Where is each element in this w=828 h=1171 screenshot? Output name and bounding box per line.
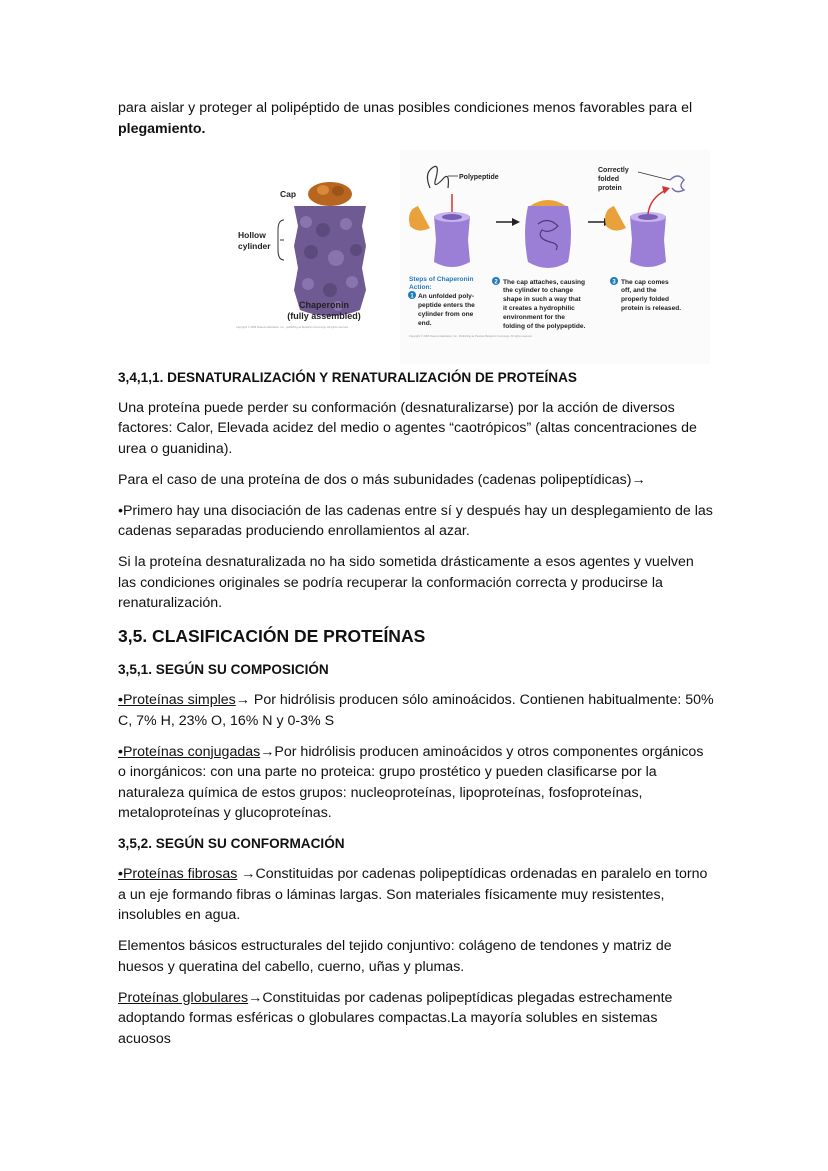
step2-line2: the cylinder to change [503, 286, 573, 294]
left-copyright: Copyright © 2006 Pearson Education, Inc., publishing as Benjamin Cummings. All rights reserved. [236, 325, 349, 329]
cap-label: Cap [280, 188, 297, 199]
hollow-label-1: Hollow [238, 229, 266, 240]
step1-line2: peptide enters the [418, 301, 475, 309]
chaperonin-diagram [118, 150, 714, 364]
chaperonin-figure [118, 150, 714, 364]
step2-line5: environment for the [503, 313, 565, 321]
step3-line2: off, and the [621, 286, 657, 294]
step1-line1: An unfolded poly- [418, 292, 475, 300]
step3-cylinder [630, 216, 666, 267]
polypeptide-label: Polypeptide [459, 173, 499, 181]
step1-line4: end. [418, 319, 432, 327]
intro-bold: plegamiento. [118, 120, 206, 137]
fibrosas-text: →Constituidas por cadenas polipeptídicas ordenadas en paralelo en torno a un eje formando fibras o láminas largas. Son materiales físicamente muy resistentes, insolubles en agua. [118, 866, 708, 923]
correct-label-2: folded [598, 175, 619, 183]
step1-number: 1 [410, 293, 414, 299]
document-page [118, 98, 714, 1060]
steps-title-1: Steps of Chaperonin [409, 275, 474, 283]
simples-label: •Proteínas simples [118, 692, 236, 708]
step2-line6: folding of the polypeptide. [503, 322, 586, 330]
paragraph-elementos: Elementos básicos estructurales del tejido conjuntivo: colágeno de tendones y matriz de huesos y queratina del cabello, cuerno, uñas y plumas. [118, 938, 672, 975]
step3-line1: The cap comes [621, 278, 669, 286]
heading-351: 3,5,1. SEGÚN SU COMPOSICIÓN [118, 662, 329, 677]
step1-line3: cylinder from one [418, 310, 474, 318]
step2-line4: it creates a hydrophilic [503, 304, 575, 312]
conjugadas-text: →Por hidrólisis producen aminoácidos y otros componentes orgánicos o inorgánicos: con una parte no proteica: grupo prostético y pueden clasificarse por la naturaleza química de estos grupos: nucleoproteínas, lipoproteínas, fosfoproteínas, metaloproteínas y glucoproteínas. [118, 743, 704, 821]
step2-line1: The cap attaches, causing [503, 278, 586, 286]
step1-cylinder [434, 216, 470, 267]
conjugadas-label: •Proteínas conjugadas [118, 743, 261, 760]
intro-paragraph [118, 98, 714, 139]
paragraph-fibrosas [118, 864, 714, 926]
globulares-label: Proteínas globulares [118, 989, 249, 1006]
chaperonin-assembled [236, 182, 366, 329]
paragraph-renaturalizacion: Si la proteína desnaturalizada no ha sido sometida drásticamente a esos agentes y vuelven las condiciones originales se podría recuperar la conformación correcta y producirse la renaturalización. [118, 554, 694, 611]
step2-cylinder [525, 206, 571, 268]
step3-line4: protein is released. [621, 304, 682, 312]
correct-label-1: Correctly [598, 166, 629, 174]
paragraph-simples [118, 690, 714, 731]
step3-line3: properly folded [621, 295, 669, 303]
heading-341: 3,4,1,1. DESNATURALIZACIÓN Y RENATURALIZACIÓN DE PROTEÍNAS [118, 369, 577, 385]
chaperonin-caption-1: Chaperonin [298, 299, 350, 310]
paragraph-disociacion: •Primero hay una disociación de las cadenas entre sí y después hay un desplegamiento de las cadenas separadas produciendo enrollamientos al azar. [118, 502, 713, 539]
intro-text: para aislar y proteger al polipéptido de unas posibles condiciones menos favorables para el [118, 100, 693, 116]
paragraph-desnaturalizacion: Una proteína puede perder su conformación (desnaturalizarse) por la acción de diversos factores: Calor, Elevada acidez del medio o agentes “caotrópicos” (altas concentraciones de urea o guanidina). [118, 399, 697, 457]
step2-line3: shape in such a way that [503, 295, 581, 303]
paragraph-globulares [118, 988, 714, 1050]
paragraph-conjugadas [118, 742, 714, 824]
step2-illustration [525, 200, 571, 268]
heading-35: 3,5. CLASIFICACIÓN DE PROTEÍNAS [118, 626, 426, 646]
steps-title-2: Action: [409, 283, 432, 291]
chaperonin-caption-2: (fully assembled) [287, 310, 361, 321]
simples-text: → Por hidrólisis producen sólo aminoácidos. Contienen habitualmente: 50% C, 7% H, 23% O, 16% N y 0-3% S [118, 692, 714, 729]
paragraph-subunidades: Para el caso de una proteína de dos o más subunidades (cadenas polipeptídicas)→ [118, 471, 646, 488]
step2-number: 2 [494, 279, 498, 285]
hollow-label-2: cylinder [238, 240, 271, 251]
right-copyright: Copyright © 2006 Pearson Education, Inc., Publishing as Pearson Benjamin Cummings. All rights reserved. [409, 334, 533, 338]
chaperonin-cap-shape [308, 182, 352, 206]
heading-352: 3,5,2. SEGÚN SU CONFORMACIÓN [118, 836, 345, 851]
globulares-text: →Constituidas por cadenas polipeptídicas plegadas estrechamente adoptando formas esféricas o globulares compactas.La mayoría solubles en sistemas acuosos [118, 989, 673, 1047]
step3-number: 3 [612, 279, 616, 285]
correct-label-3: protein [598, 184, 622, 192]
fibrosas-label: •Proteínas fibrosas [118, 866, 238, 882]
